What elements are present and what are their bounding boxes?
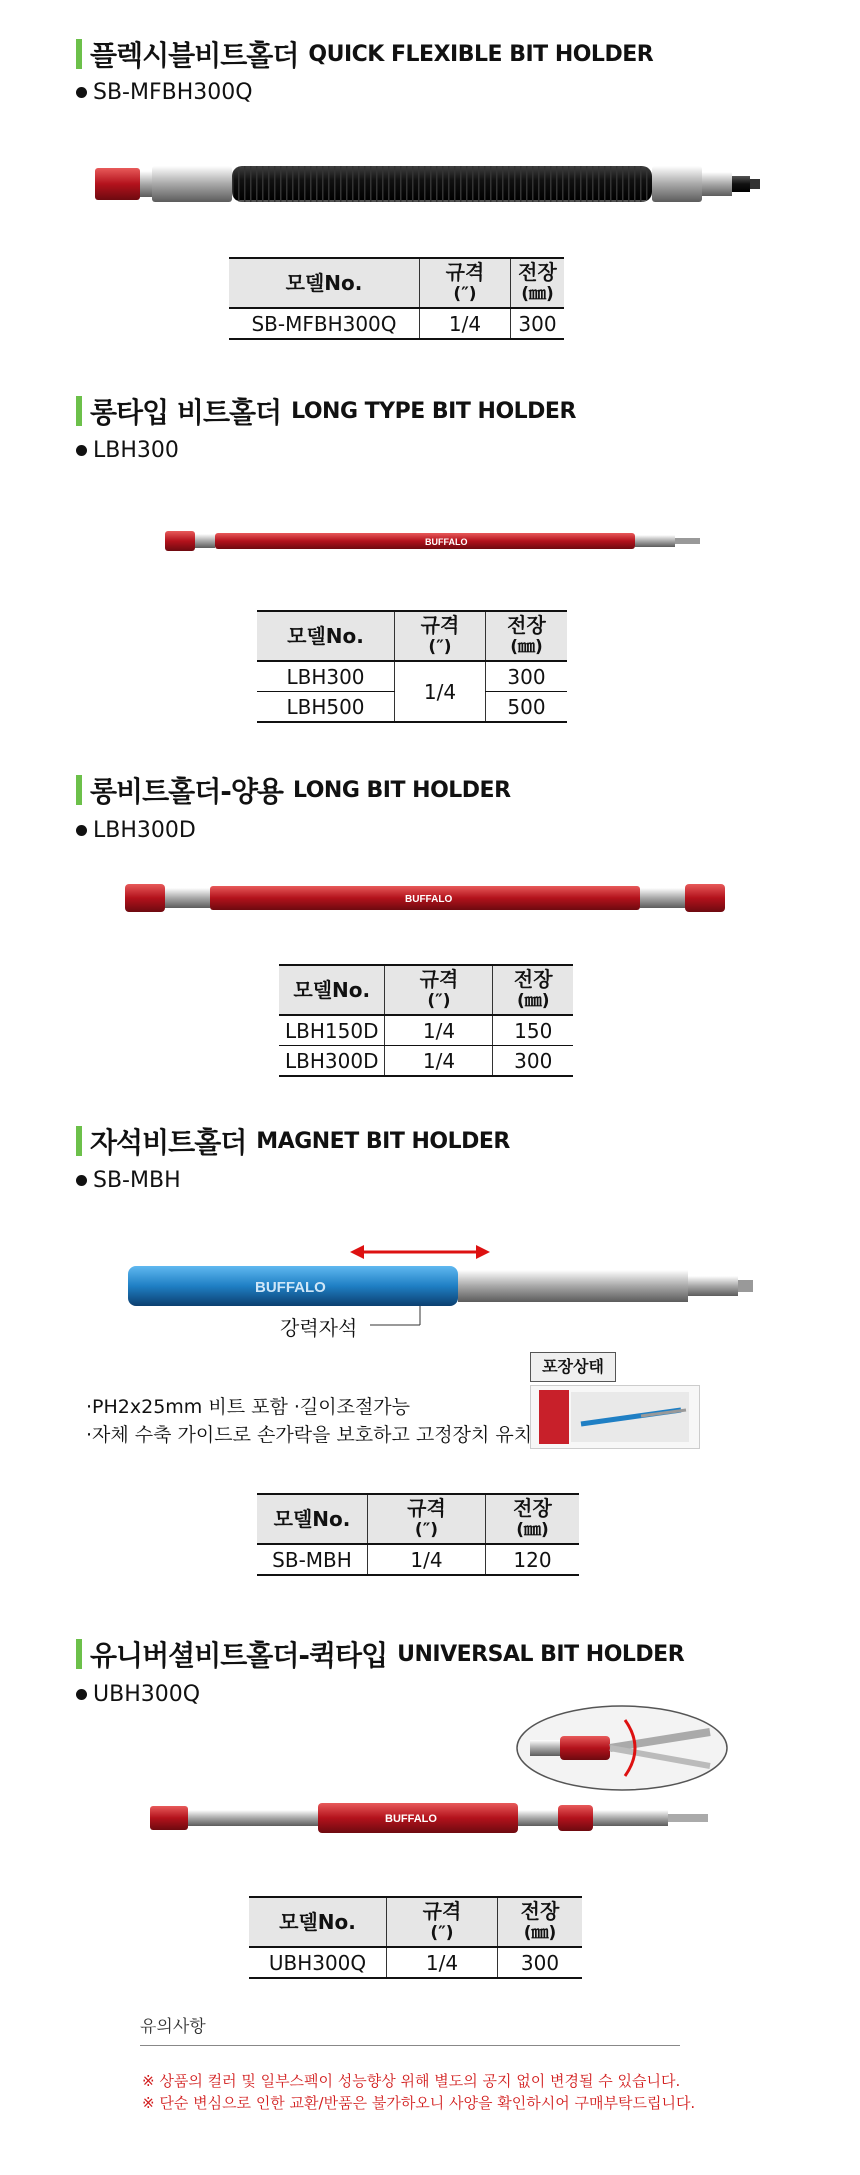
bullet-icon xyxy=(76,1689,87,1700)
logo-text: BUFFALO xyxy=(385,1813,437,1825)
section-title-long-type: 롱타입 비트홀더 LONG TYPE BIT HOLDER xyxy=(76,393,576,429)
arrow-right-icon xyxy=(476,1245,490,1259)
table-row: LBH300D 1/4 300 xyxy=(279,1046,573,1077)
section-title-flexible xyxy=(76,36,653,72)
logo-text: BUFFALO xyxy=(255,1279,326,1296)
header-length: 전장 (㎜) xyxy=(511,258,565,308)
table-row: SB-MBH 1/4 120 xyxy=(257,1544,579,1575)
long-bit-holder-image xyxy=(160,525,720,555)
spec-table xyxy=(229,257,564,340)
spec-table: 모델No. 규격 (″) 전장 (㎜) SB-MBH 1/4 120 xyxy=(257,1493,579,1576)
logo-text: BUFFALO xyxy=(405,894,453,905)
arrow-left-icon xyxy=(350,1245,364,1259)
logo-text: BUFFALO xyxy=(425,537,468,547)
feature-line: ·PH2x25mm 비트 포함 ·길이조절가능 xyxy=(86,1396,411,1418)
table-row: LBH500 500 xyxy=(257,692,567,723)
spec-table: 모델No. 규격 (″) 전장 (㎜) LBH300 1/4 300 LBH500 500 xyxy=(257,610,567,723)
flexible-bit-holder-image xyxy=(90,160,780,208)
section-title-universal: 유니버셜비트홀더-퀵타입 UNIVERSAL BIT HOLDER xyxy=(76,1636,684,1672)
notes-title: 유의사항 xyxy=(140,2017,206,2037)
section-title-magnet: 자석비트홀더 MAGNET BIT HOLDER xyxy=(76,1123,510,1159)
section-title-double: 롱비트홀더-양용 LONG BIT HOLDER xyxy=(76,772,511,808)
package-label: 포장상태 xyxy=(530,1352,616,1382)
magnet-callout: 강력자석 xyxy=(280,1316,358,1340)
table-row: LBH150D 1/4 150 xyxy=(279,1015,573,1046)
feature-line: ·자체 수축 가이드로 손가락을 보호하고 고정장치 유치 xyxy=(86,1424,533,1446)
model-code-line xyxy=(76,80,253,105)
package-image xyxy=(530,1385,700,1449)
header-spec: 규격 (″) xyxy=(420,258,511,308)
bullet-icon xyxy=(76,1175,87,1186)
detail-inset-image xyxy=(510,1700,735,1800)
model-code-line: LBH300D xyxy=(76,818,196,843)
universal-bit-holder-image xyxy=(145,1798,735,1838)
accent-bar xyxy=(76,396,82,426)
accent-bar xyxy=(76,1639,82,1669)
model-code-line: LBH300 xyxy=(76,438,179,463)
note-item: ※ 상품의 컬러 및 일부스펙이 성능향상 위해 별도의 공지 없이 변경될 수 있습니다. xyxy=(142,2072,681,2090)
header-model: 모델No. xyxy=(285,271,363,295)
accent-bar xyxy=(76,1126,82,1156)
bullet-icon xyxy=(76,825,87,836)
double-bit-holder-image xyxy=(120,878,740,918)
spec-table: 모델No. 규격 (″) 전장 (㎜) LBH150D 1/4 150 LBH300D 1/4 300 xyxy=(279,964,573,1077)
table-row: LBH300 1/4 300 xyxy=(257,661,567,692)
accent-bar xyxy=(76,39,82,69)
note-item: ※ 단순 변심으로 인한 교환/반품은 불가하오니 사양을 확인하시어 구매부탁드립니다. xyxy=(142,2094,696,2112)
table-row: SB-MFBH300Q 1/4 300 xyxy=(229,308,564,339)
title-ko: 플렉시블비트홀더 xyxy=(90,39,299,72)
bullet-icon xyxy=(76,445,87,456)
table-row: UBH300Q 1/4 300 xyxy=(249,1947,582,1978)
spec-table: 모델No. 규격 (″) 전장 (㎜) UBH300Q 1/4 300 xyxy=(249,1896,582,1979)
model-code: SB-MFBH300Q xyxy=(93,80,253,105)
magnet-bit-holder-image xyxy=(120,1236,770,1346)
accent-bar xyxy=(76,775,82,805)
model-code-line: SB-MBH xyxy=(76,1168,181,1193)
title-en: QUICK FLEXIBLE BIT HOLDER xyxy=(308,41,654,67)
model-code-line: UBH300Q xyxy=(76,1682,200,1707)
notes-divider xyxy=(140,2045,680,2046)
bullet-icon xyxy=(76,87,87,98)
